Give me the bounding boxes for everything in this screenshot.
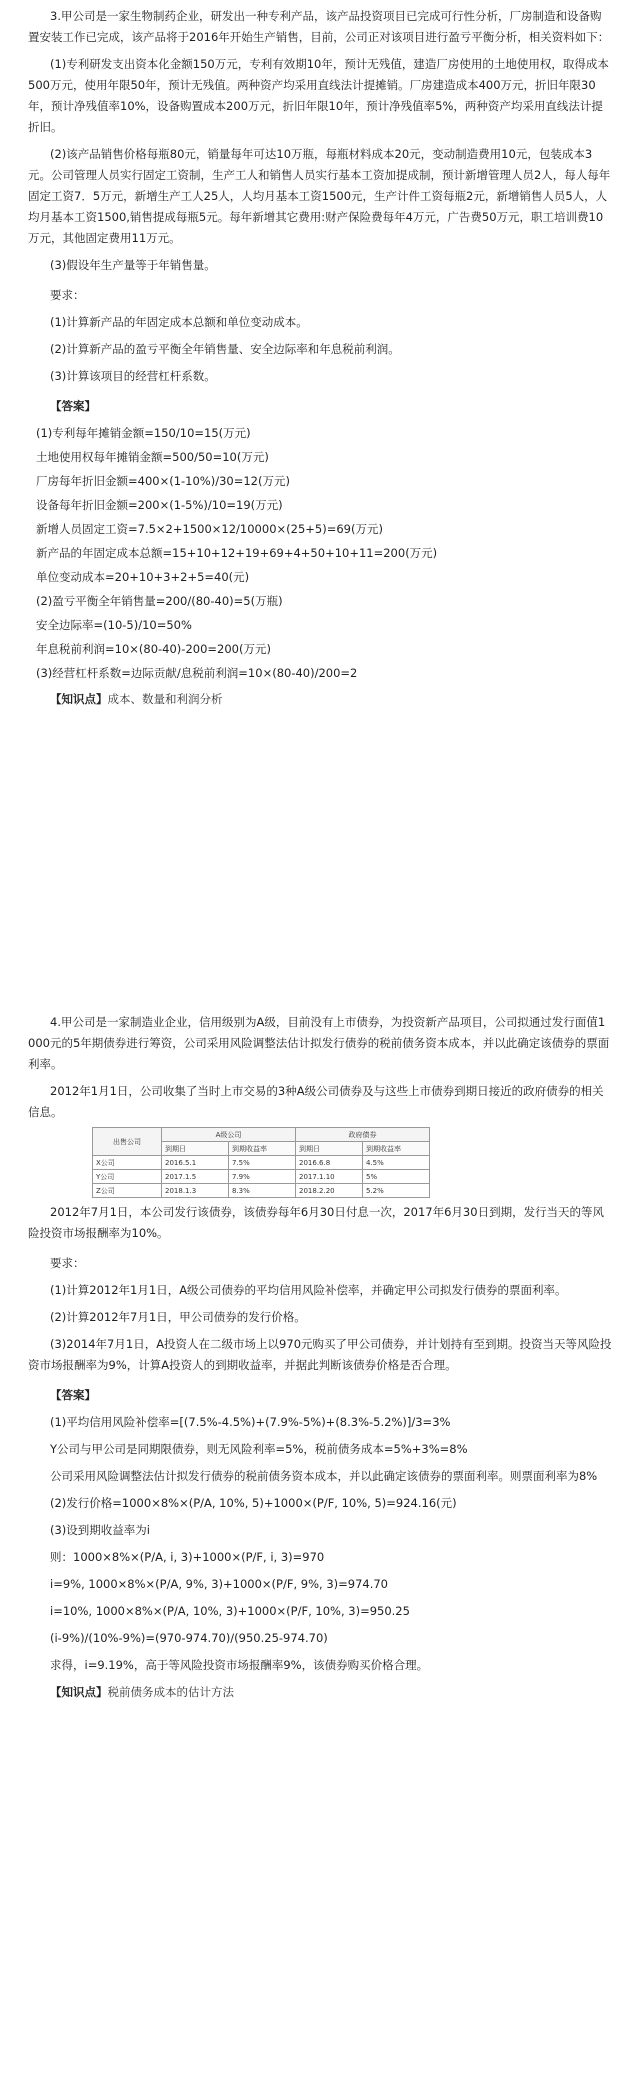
q4-answer-10: 求得，i=9.19%，高于等风险投资市场报酬率9%，该债券购买价格合理。	[50, 1658, 429, 1672]
q4-knowledge-point	[0, 1682, 640, 1703]
table-cell-company: Z公司	[93, 1184, 162, 1198]
table-cell-a-yield: 7.5%	[229, 1156, 296, 1170]
answer-line: 安全边际率=(10-5)/10=50%	[36, 618, 192, 632]
table-header-company: 出售公司	[93, 1128, 162, 1156]
answer-line: (1)专利每年摊销金额=150/10=15(万元)	[36, 426, 251, 440]
q4-para-2: 2012年7月1日，本公司发行该债券，该债券每年6月30日付息一次，2017年6月30日到期，发行当天的等风险投资市场报酬率为10%。	[28, 1205, 605, 1240]
q4-requirement-1: (1)计算2012年1月1日，A级公司债券的平均信用风险补偿率，并确定甲公司拟发行债券的票面利率。	[50, 1283, 567, 1297]
table-cell-gov-yield: 5%	[363, 1170, 430, 1184]
q3-requirement-3: (3)计算该项目的经营杠杆系数。	[50, 369, 216, 383]
table-cell-a-yield: 7.9%	[229, 1170, 296, 1184]
q4-requirement-2: (2)计算2012年7月1日，甲公司债券的发行价格。	[50, 1310, 306, 1324]
q3-answer-list	[0, 423, 640, 683]
q4-requirement-3: (3)2014年7月1日，A投资人在二级市场上以970元购买了甲公司债券，并计划持有至到期。投资当天等风险投资市场报酬率为9%，计算A投资人的到期收益率，并据此判断该债券价格是否合理。	[28, 1337, 612, 1372]
q4-answer-2: Y公司与甲公司是同期限债券，则无风险利率=5%，税前债务成本=5%+3%=8%	[50, 1442, 468, 1456]
q4-answer-5: (3)设到期收益率为i	[50, 1523, 150, 1537]
table-subheader-a-due: 到期日	[162, 1142, 229, 1156]
q4-para-1: 2012年1月1日，公司收集了当时上市交易的3种A级公司债券及与这些上市债券到期日接近的政府债券的相关信息。	[28, 1084, 604, 1119]
table-subheader-a-yield: 到期收益率	[229, 1142, 296, 1156]
q3-para-3: (3)假设年生产量等于年销售量。	[50, 258, 216, 272]
q4-answer-7: i=9%, 1000×8%×(P/A, 9%, 3)+1000×(P/F, 9%, 3)=974.70	[50, 1577, 388, 1591]
q3-answer-label: 【答案】	[50, 399, 96, 413]
q4-answer-6: 则：1000×8%×(P/A, i, 3)+1000×(P/F, i, 3)=970	[50, 1550, 325, 1564]
q3-intro: 3.甲公司是一家生物制药企业，研发出一种专利产品，该产品投资项目已完成可行性分析，厂房制造和设备购置安装工作已完成，该产品将于2016年开始生产销售，目前，公司正对该项目进行盈亏平衡分析，相关资料如下：	[28, 9, 610, 44]
q3-para-1: (1)专利研发支出资本化金额150万元，专利有效期10年，预计无残值，建造厂房使用的土地使用权，取得成本500万元，使用年限50年，预计无残值。两种资产均采用直线法计提摊销。厂房建造成本400万元，折旧年限30年，预计净残值率10%，设备购置成本200万元，折旧年限10年，预计净残值率5%，两种资产均采用直线法计提折旧。	[28, 57, 609, 134]
q4-answer-label: 【答案】	[50, 1388, 96, 1402]
table-subheader-gov-yield: 到期收益率	[363, 1142, 430, 1156]
table-cell-company: X公司	[93, 1156, 162, 1170]
q4-requirements-label: 要求：	[50, 1256, 85, 1270]
table-cell-a-due: 2017.1.5	[162, 1170, 229, 1184]
answer-line: 新增人员固定工资=7.5×2+1500×12/10000×(25+5)=69(万元)	[36, 522, 383, 536]
answer-line: 新产品的年固定成本总额=15+10+12+19+69+4+50+10+11=200(万元)	[36, 546, 438, 560]
answer-line: 单位变动成本=20+10+3+2+5=40(元)	[36, 570, 250, 584]
table-row	[93, 1156, 430, 1170]
answer-line: (2)盈亏平衡全年销售量=200/(80-40)=5(万瓶)	[36, 594, 283, 608]
table-cell-company: Y公司	[93, 1170, 162, 1184]
table-cell-gov-due: 2018.2.20	[296, 1184, 363, 1198]
table-cell-gov-yield: 4.5%	[363, 1156, 430, 1170]
answer-line: 土地使用权每年摊销金额=500/50=10(万元)	[36, 450, 269, 464]
q3-requirement-2: (2)计算新产品的盈亏平衡全年销售量、安全边际率和年息税前利润。	[50, 342, 400, 356]
question-3	[0, 6, 640, 710]
table-header-a-group: A级公司	[162, 1128, 296, 1142]
knowledge-point-label: 【知识点】	[50, 692, 108, 706]
knowledge-point-link[interactable]: 税前债务成本的估计方法	[107, 1685, 234, 1699]
table-cell-a-due: 2016.5.1	[162, 1156, 229, 1170]
answer-line: 年息税前利润=10×(80-40)-200=200(万元)	[36, 642, 271, 656]
table-subheader-gov-due: 到期日	[296, 1142, 363, 1156]
table-cell-a-yield: 8.3%	[229, 1184, 296, 1198]
q4-answer-4: (2)发行价格=1000×8%×(P/A, 10%, 5)+1000×(P/F, 10%, 5)=924.16(元)	[50, 1496, 457, 1510]
q4-answer-1: (1)平均信用风险补偿率=[(7.5%-4.5%)+(7.9%-5%)+(8.3%-5.2%)]/3=3%	[50, 1415, 451, 1429]
table-row	[93, 1170, 430, 1184]
q4-answer-8: i=10%, 1000×8%×(P/A, 10%, 3)+1000×(P/F, 10%, 3)=950.25	[50, 1604, 410, 1618]
knowledge-point-link[interactable]: 成本、数量和利润分析	[107, 692, 223, 706]
question-4	[0, 1012, 640, 1703]
knowledge-point-label: 【知识点】	[50, 1685, 108, 1699]
q3-knowledge-point	[0, 689, 640, 710]
table-header-gov-group: 政府债券	[296, 1128, 430, 1142]
q3-requirements-label: 要求：	[50, 288, 85, 302]
table-cell-gov-due: 2016.6.8	[296, 1156, 363, 1170]
table-cell-gov-yield: 5.2%	[363, 1184, 430, 1198]
bond-yield-table	[92, 1127, 430, 1198]
answer-line: 设备每年折旧金额=200×(1-5%)/10=19(万元)	[36, 498, 283, 512]
table-cell-gov-due: 2017.1.10	[296, 1170, 363, 1184]
q4-answer-3: 公司采用风险调整法估计拟发行债券的税前债务资本成本，并以此确定该债券的票面利率。则票面利率为8%	[50, 1469, 598, 1483]
table-cell-a-due: 2018.1.3	[162, 1184, 229, 1198]
answer-line: 厂房每年折旧金额=400×(1-10%)/30=12(万元)	[36, 474, 290, 488]
answer-line: (3)经营杠杆系数=边际贡献/息税前利润=10×(80-40)/200=2	[36, 666, 358, 680]
table-row	[93, 1184, 430, 1198]
q4-answer-9: (i-9%)/(10%-9%)=(970-974.70)/(950.25-974.70)	[50, 1631, 328, 1645]
q3-para-2: (2)该产品销售价格每瓶80元，销量每年可达10万瓶，每瓶材料成本20元，变动制造费用10元，包装成本3元。公司管理人员实行固定工资制，生产工人和销售人员实行基本工资加提成制，预计新增管理人员2人，每人每年固定工资7．5万元，新增生产工人25人，人均月基本工资1500元，生产计件工资每瓶2元，新增销售人员5人，人均月基本工资1500,销售提成每瓶5元。每年新增其它费用:财产保险费每年4万元，广告费50万元，职工培训费10万元，其他固定费用11万元。	[28, 147, 611, 245]
q4-intro: 4.甲公司是一家制造业企业，信用级别为A级，目前没有上市债券，为投资新产品项目，公司拟通过发行面值1000元的5年期债券进行筹资，公司采用风险调整法估计拟发行债券的税前债务资本成本，并以此确定该债券的票面利率。	[28, 1015, 610, 1071]
q3-requirement-1: (1)计算新产品的年固定成本总额和单位变动成本。	[50, 315, 308, 329]
